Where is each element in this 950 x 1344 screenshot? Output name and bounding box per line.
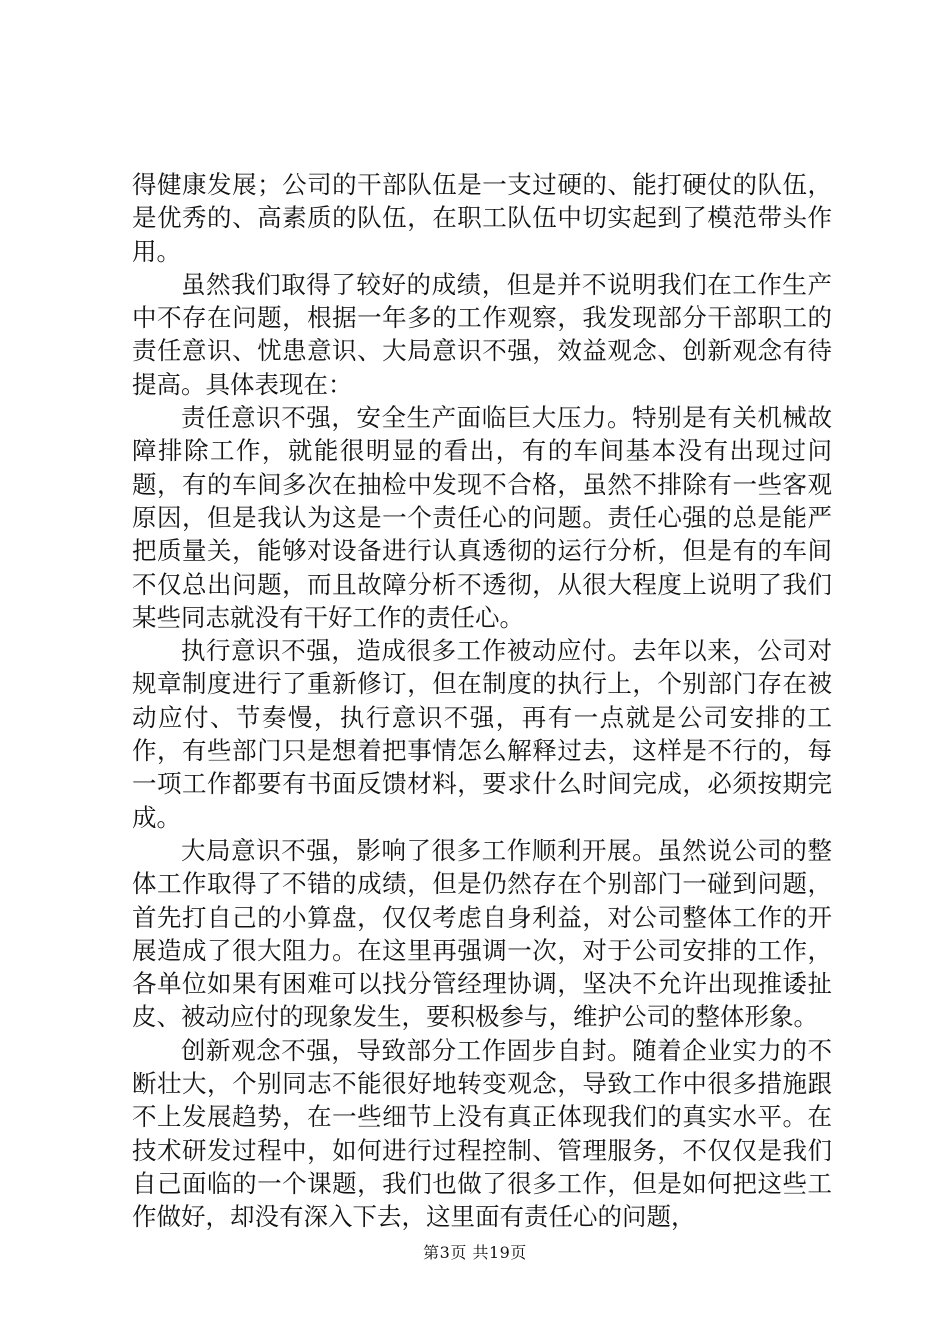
page-number-footer: 第3页 共19页: [423, 1243, 527, 1262]
paragraph: 创新观念不强，导致部分工作固步自封。随着企业实力的不断壮大，个别同志不能很好地转变观念，导致工作中很多措施跟不上发展趋势，在一些细节上没有真正体现我们的真实水平。在技术研发过程中，如何进行过程控制、管理服务，不仅仅是我们自己面临的一个课题，我们也做了很多工作，但是如何把这些工作做好，却没有深入下去，这里面有责任心的问题，: [132, 1035, 832, 1232]
document-body: [132, 168, 832, 1234]
paragraph: 虽然我们取得了较好的成绩，但是并不说明我们在工作生产中不存在问题，根据一年多的工作观察，我发现部分干部职工的责任意识、忧患意识、大局意识不强，效益观念、创新观念有待提高。具体表现在：: [132, 269, 832, 399]
paragraph: 大局意识不强，影响了很多工作顺利开展。虽然说公司的整体工作取得了不错的成绩，但是仍然存在个别部门一碰到问题，首先打自己的小算盘，仅仅考虑自身利益，对公司整体工作的开展造成了很大阻力。在这里再强调一次，对于公司安排的工作，各单位如果有困难可以找分管经理协调，坚决不允许出现推诿扯皮、被动应付的现象发生，要积极参与，维护公司的整体形象。: [132, 835, 832, 1032]
paragraph: 得健康发展；公司的干部队伍是一支过硬的、能打硬仗的队伍，是优秀的、高素质的队伍，在职工队伍中切实起到了模范带头作用。: [132, 170, 832, 266]
paragraph: 责任意识不强，安全生产面临巨大压力。特别是有关机械故障排除工作，就能很明显的看出，有的车间基本没有出现过问题，有的车间多次在抽检中发现不合格，虽然不排除有一些客观原因，但是我认为这是一个责任心的问题。责任心强的总是能严把质量关，能够对设备进行认真透彻的运行分析，但是有的车间不仅总出问题，而且故障分析不透彻，从很大程度上说明了我们某些同志就没有干好工作的责任心。: [132, 403, 832, 632]
paragraph: 执行意识不强，造成很多工作被动应付。去年以来，公司对规章制度进行了重新修订，但在制度的执行上，个别部门存在被动应付、节奏慢，执行意识不强，再有一点就是公司安排的工作，有些部门只是想着把事情怎么解释过去，这样是不行的，每一项工作都要有书面反馈材料，要求什么时间完成，必须按期完成。: [132, 636, 832, 832]
